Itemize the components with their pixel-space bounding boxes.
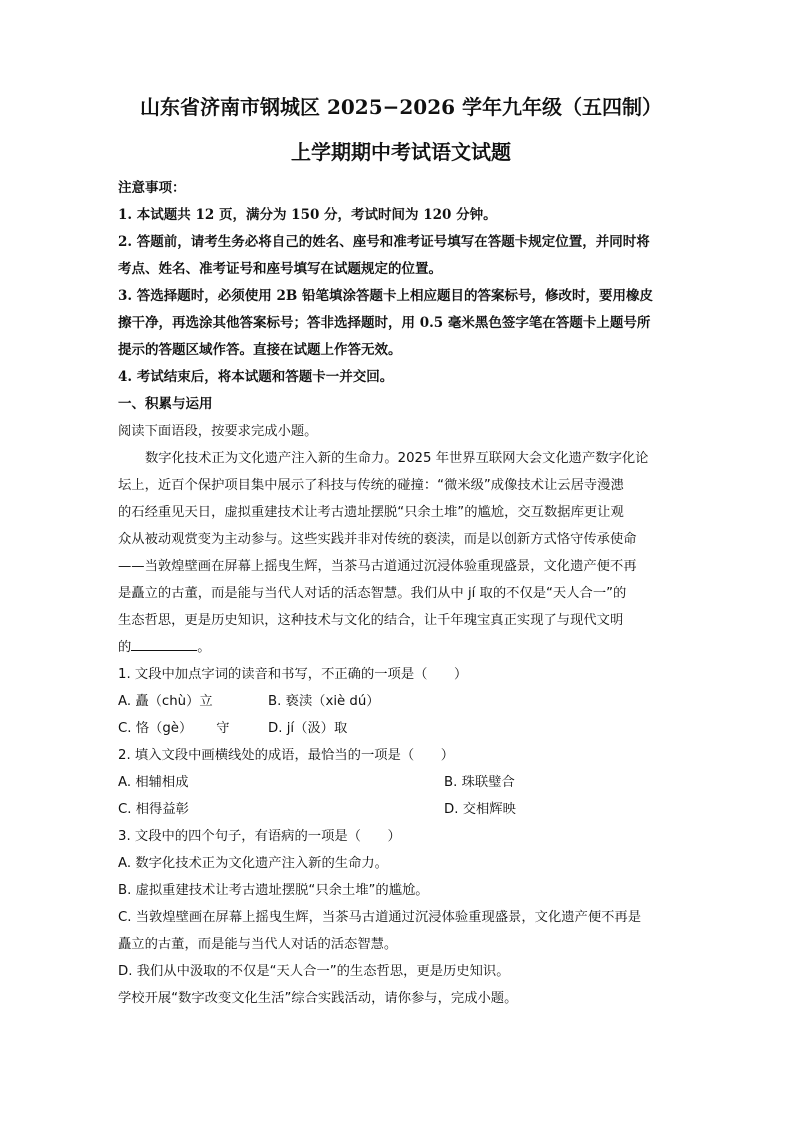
notice-line: 4. 考试结束后，将本试题和答题卡一并交回。 — [118, 369, 394, 385]
notice-line: 3. 答选择题时，必须使用 2B 铅笔填涂答题卡上相应题目的答案标号，修改时，要用橡皮 — [118, 288, 653, 304]
question-2-stem: 2. 填入文段中画横线处的成语，最恰当的一项是（ ） — [118, 748, 455, 763]
q1-option-b[interactable]: B. 亵渎（xiè dú） — [268, 694, 380, 709]
q1-option-c-label: C. 恪（gè） — [118, 721, 193, 736]
section-instruction: 阅读下面语段，按要求完成小题。 — [118, 424, 318, 439]
q3-option-c[interactable]: C. 当敦煌壁画在屏幕上摇曳生辉，当茶马古道通过沉浸体验重现盛景，文化遗产便不再是 — [118, 910, 642, 925]
notice-line: 1. 本试题共 12 页，满分为 150 分，考试时间为 120 分钟。 — [118, 207, 497, 223]
passage-line: 众从被动观赏变为主动参与。这些实践并非对传统的亵渎，而是以创新方式恪守传承使命 — [118, 532, 637, 547]
passage-line: 的石经重见天日，虚拟重建技术让考古遗址摆脱“只余土堆”的尴尬，交互数据库更让观 — [118, 505, 624, 520]
q3-option-a[interactable]: A. 数字化技术正为文化遗产注入新的生命力。 — [118, 856, 388, 871]
question-1-options-ab — [118, 688, 684, 715]
section-heading: 一、积累与运用 — [118, 396, 213, 412]
passage-line: ——当敦煌壁画在屏幕上摇曳生辉，当茶马古道通过沉浸体验重现盛景，文化遗产便不再 — [118, 559, 637, 574]
activity-intro: 学校开展“数字改变文化生活”综合实践活动，请你参与，完成小题。 — [118, 991, 518, 1006]
q1-option-d[interactable]: D. jí（汲）取 — [268, 721, 348, 736]
q1-option-c-tail: 守 — [216, 721, 230, 736]
q3-option-b[interactable]: B. 虚拟重建技术让考古遗址摆脱“只余土堆”的尴尬。 — [118, 883, 429, 898]
question-3-stem: 3. 文段中的四个句子，有语病的一项是（ ） — [118, 829, 401, 844]
passage-last-start: 的 — [118, 640, 132, 655]
passage-line: 坛上，近百个保护项目集中展示了科技与传统的碰撞：“微米级”成像技术让云居寺漫漶 — [118, 478, 624, 493]
question-2-options-cd — [118, 796, 684, 823]
q2-option-b[interactable]: B. 珠联璧合 — [444, 775, 515, 790]
q2-option-d[interactable]: D. 交相辉映 — [444, 802, 516, 817]
question-2-options-ab — [118, 769, 684, 796]
passage-line: 是矗立的古董，而是能与当代人对话的活态智慧。我们从中 jí 取的不仅是“天人合一”的 — [118, 586, 627, 601]
notice-heading: 注意事项： — [118, 180, 186, 196]
passage-last-end: 。 — [197, 640, 211, 655]
exam-page — [118, 92, 684, 1012]
passage-line: 数字化技术正为文化遗产注入新的生命力。2025 年世界互联网大会文化遗产数字化论 — [145, 451, 649, 466]
q2-option-a[interactable]: A. 相辅相成 — [118, 775, 189, 790]
passage-last-line — [118, 634, 684, 661]
question-1-options-cd — [118, 715, 684, 742]
q2-option-c[interactable]: C. 相得益彰 — [118, 802, 189, 817]
question-1-stem: 1. 文段中加点字词的读音和书写，不正确的一项是（ ） — [118, 667, 468, 682]
q1-option-a[interactable]: A. 矗（chù）立 — [118, 694, 213, 709]
passage-line: 生态哲思，更是历史知识，这种技术与文化的结合，让千年瑰宝真正实现了与现代文明 — [118, 613, 624, 628]
notice-line: 擦干净，再选涂其他答案标号；答非选择题时，用 0.5 毫米黑色签字笔在答题卡上题号所 — [118, 315, 651, 331]
fill-in-blank — [131, 637, 197, 651]
q3-option-d[interactable]: D. 我们从中汲取的不仅是“天人合一”的生态哲思，更是历史知识。 — [118, 964, 510, 979]
exam-title-line2: 上学期期中考试语文试题 — [291, 140, 511, 164]
exam-title-line1: 山东省济南市钢城区 2025−2026 学年九年级（五四制） — [139, 95, 662, 119]
notice-line: 提示的答题区域作答。直接在试题上作答无效。 — [118, 342, 402, 358]
q1-option-c[interactable] — [118, 715, 268, 742]
notice-line: 2. 答题前，请考生务必将自己的姓名、座号和准考证号填写在答题卡规定位置，并同时将 — [118, 234, 650, 250]
notice-line: 考点、姓名、准考证号和座号填写在试题规定的位置。 — [118, 261, 442, 277]
q3-option-c-continued: 矗立的古董，而是能与当代人对话的活态智慧。 — [118, 937, 398, 952]
